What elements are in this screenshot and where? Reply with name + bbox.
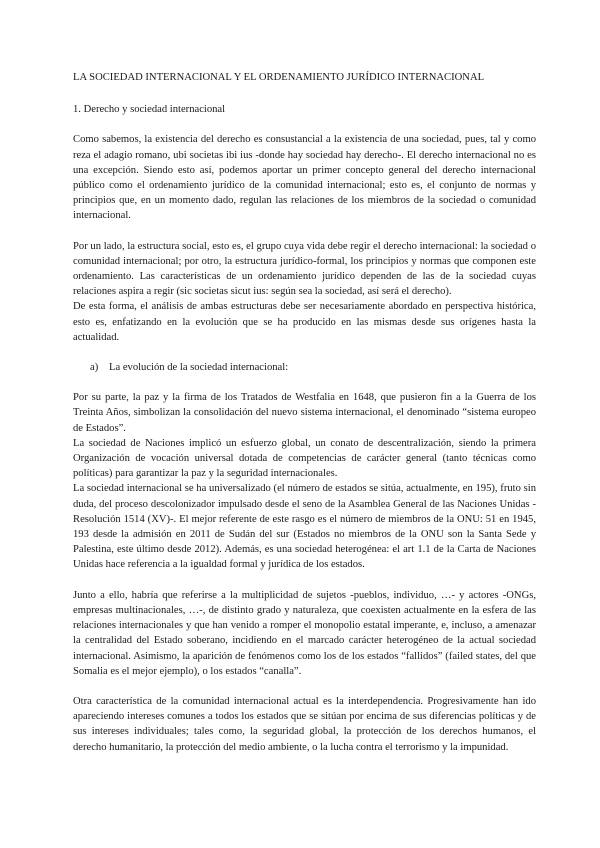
subsection-marker: a) (90, 362, 99, 374)
paragraph: La sociedad de Naciones implicó un esfuerzo global, un conato de descentralización, siendo la primera Organización de vocación universal dotada de competencias de carácter general (tanto técnicas como políticas) para garantizar la paz y la seguridad internacionales. (73, 437, 536, 480)
document-title: LA SOCIEDAD INTERNACIONAL Y EL ORDENAMIENTO JURÍDICO INTERNACIONAL (73, 72, 485, 83)
section-heading: 1. Derecho y sociedad internacional (73, 104, 226, 116)
paragraph: De esta forma, el análisis de ambas estructuras debe ser necesariamente abordado en perspectiva histórica, esto es, enfatizando en la evolución que se ha producido en las mismas desde sus orígenes hasta la actualidad. (73, 301, 536, 343)
document-page (73, 70, 536, 755)
paragraph: Por su parte, la paz y la firma de los Tratados de Westfalia en 1648, que pusieron fin a la Guerra de los Treinta Años, simbolizan la consolidación del nuevo sistema internacional, el denominado “sistema europeo de Estados”. (73, 392, 536, 434)
paragraph: La sociedad internacional se ha universalizado (el número de estados se sitúa, actualmente, en 195), fruto sin duda, del proceso descolonizador impulsado desde el seno de la Asamblea General de las Naciones Unidas -Resolución 1514 (XV)-. El mejor referente de este rasgo es el número de miembros de la ONU: 51 en 1945, 193 desde la admisión en 2011 de Sudán del sur (Estados no miembros de la ONU son la Santa Sede y Palestina, este último desde 2012). Además, es una sociedad heterogénea: el art 1.1 de la Carta de Naciones Unidas hace referencia a la igualdad formal y jurídica de los estados. (73, 483, 536, 571)
subsection-heading (73, 360, 536, 375)
paragraph: Por un lado, la estructura social, esto es, el grupo cuya vida debe regir el derecho internacional: la sociedad o comunidad internacional; por otro, la estructura jurídico-formal, los principios y normas que componen este ordenamiento. Las características de un ordenamiento jurídico dependen de las de la sociedad cuyas relaciones aspira a regir (sic societas sicut ius: según sea la sociedad, así será el derecho). (73, 240, 536, 298)
paragraph: Junto a ello, habría que referirse a la multiplicidad de sujetos -pueblos, individuo, …- y actores -ONGs, empresas multinacionales, …-, de distinto grado y naturaleza, que coexisten actualmente en la esfera de las relaciones internacionales y que han venido a romper el monopolio estatal imperante, e, incluso, a amenazar la centralidad del Estado soberano, incidiendo en el marcado carácter heterogéneo de la actual sociedad internacional. Asimismo, la aparición de fenómenos como los de los estados “fallidos” (failed states, del que Somalia es el mejor ejemplo), o los estados “canalla”. (73, 589, 536, 677)
paragraph: Como sabemos, la existencia del derecho es consustancial a la existencia de una sociedad, pues, tal y como reza el adagio romano, ubi societas ibi ius -donde hay sociedad hay derecho-. El derecho internacional no es una excepción. Siendo esto así, podemos aportar un primer concepto general del derecho internacional público como el ordenamiento jurídico de la comunidad internacional; esto es, el conjunto de normas y principios que, en un momento dado, regulan las relaciones de los miembros de la sociedad o comunidad internacional. (73, 134, 536, 222)
subsection-title: La evolución de la sociedad internacional: (109, 362, 289, 374)
paragraph: Otra característica de la comunidad internacional actual es la interdependencia. Progresivamente han ido apareciendo intereses comunes a todos los estados que se sitúan por encima de sus diferencias políticas y de sus intereses individuales; tales como, la seguridad global, la protección de los derechos humanos, el derecho humanitario, la protección del medio ambiente, o la lucha contra el terrorismo y la impunidad. (73, 695, 536, 753)
